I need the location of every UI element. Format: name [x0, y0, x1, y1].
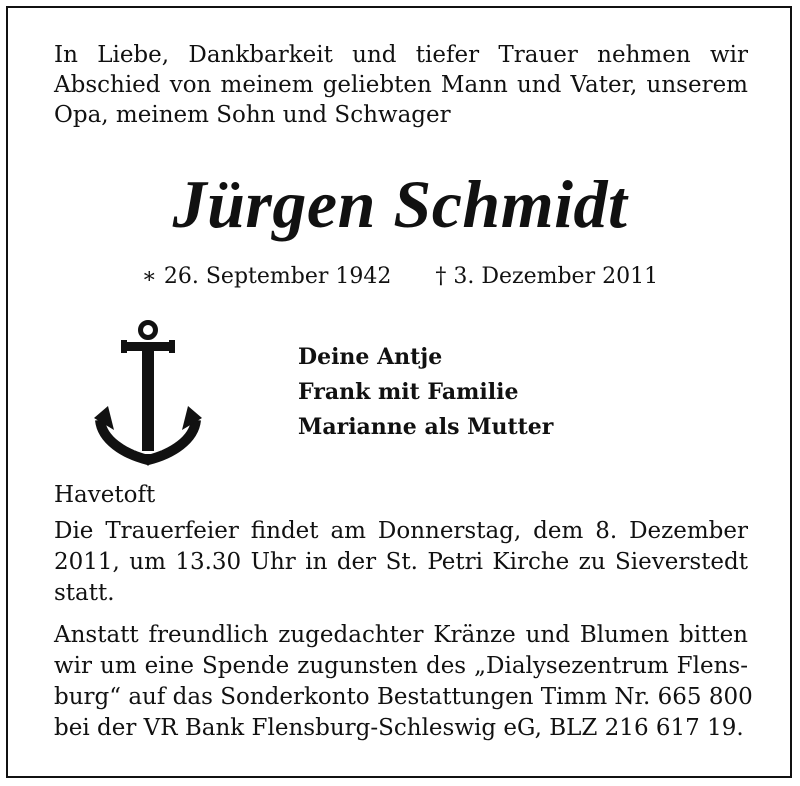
- intro-line: Abschied von meinem geliebten Mann und Vater, unserem: [54, 72, 748, 98]
- birth-date: ∗ 26. September 1942: [141, 264, 392, 289]
- deceased-name: Jürgen Schmidt: [172, 166, 628, 242]
- intro-text: [54, 40, 748, 130]
- ceremony-line: statt.: [54, 580, 115, 606]
- mourners-list: [298, 340, 553, 445]
- place-name: Havetoft: [54, 482, 156, 508]
- mourner-name: Marianne als Mutter: [298, 414, 554, 440]
- mourner-name: Frank mit Familie: [298, 379, 519, 405]
- ceremony-line: 2011, um 13.30 Uhr in der St. Petri Kirche zu Sieverstedt: [54, 549, 748, 575]
- intro-line: In Liebe, Dankbarkeit und tiefer Trauer nehmen wir: [54, 42, 748, 68]
- death-date: † 3. Dezember 2011: [435, 264, 659, 289]
- anchor-icon: [94, 318, 202, 466]
- life-dates: [0, 262, 800, 292]
- mourner-name: Deine Antje: [298, 344, 443, 370]
- intro-line: Opa, meinem Sohn und Schwager: [54, 102, 451, 128]
- ceremony-text: [54, 516, 748, 609]
- donation-line: bei der VR Bank Flensburg-Schleswig eG, BLZ 216 617 19.: [54, 715, 744, 741]
- donation-line: burg“ auf das Sonderkonto Bestattungen Timm Nr. 665 800: [54, 684, 753, 710]
- ceremony-line: Die Trauerfeier findet am Donnerstag, dem 8. Dezember: [54, 518, 748, 544]
- donation-text: [54, 620, 753, 744]
- donation-line: wir um eine Spende zugunsten des „Dialysezentrum Flens-: [54, 653, 748, 679]
- donation-line: Anstatt freundlich zugedachter Kränze und Blumen bitten: [54, 622, 748, 648]
